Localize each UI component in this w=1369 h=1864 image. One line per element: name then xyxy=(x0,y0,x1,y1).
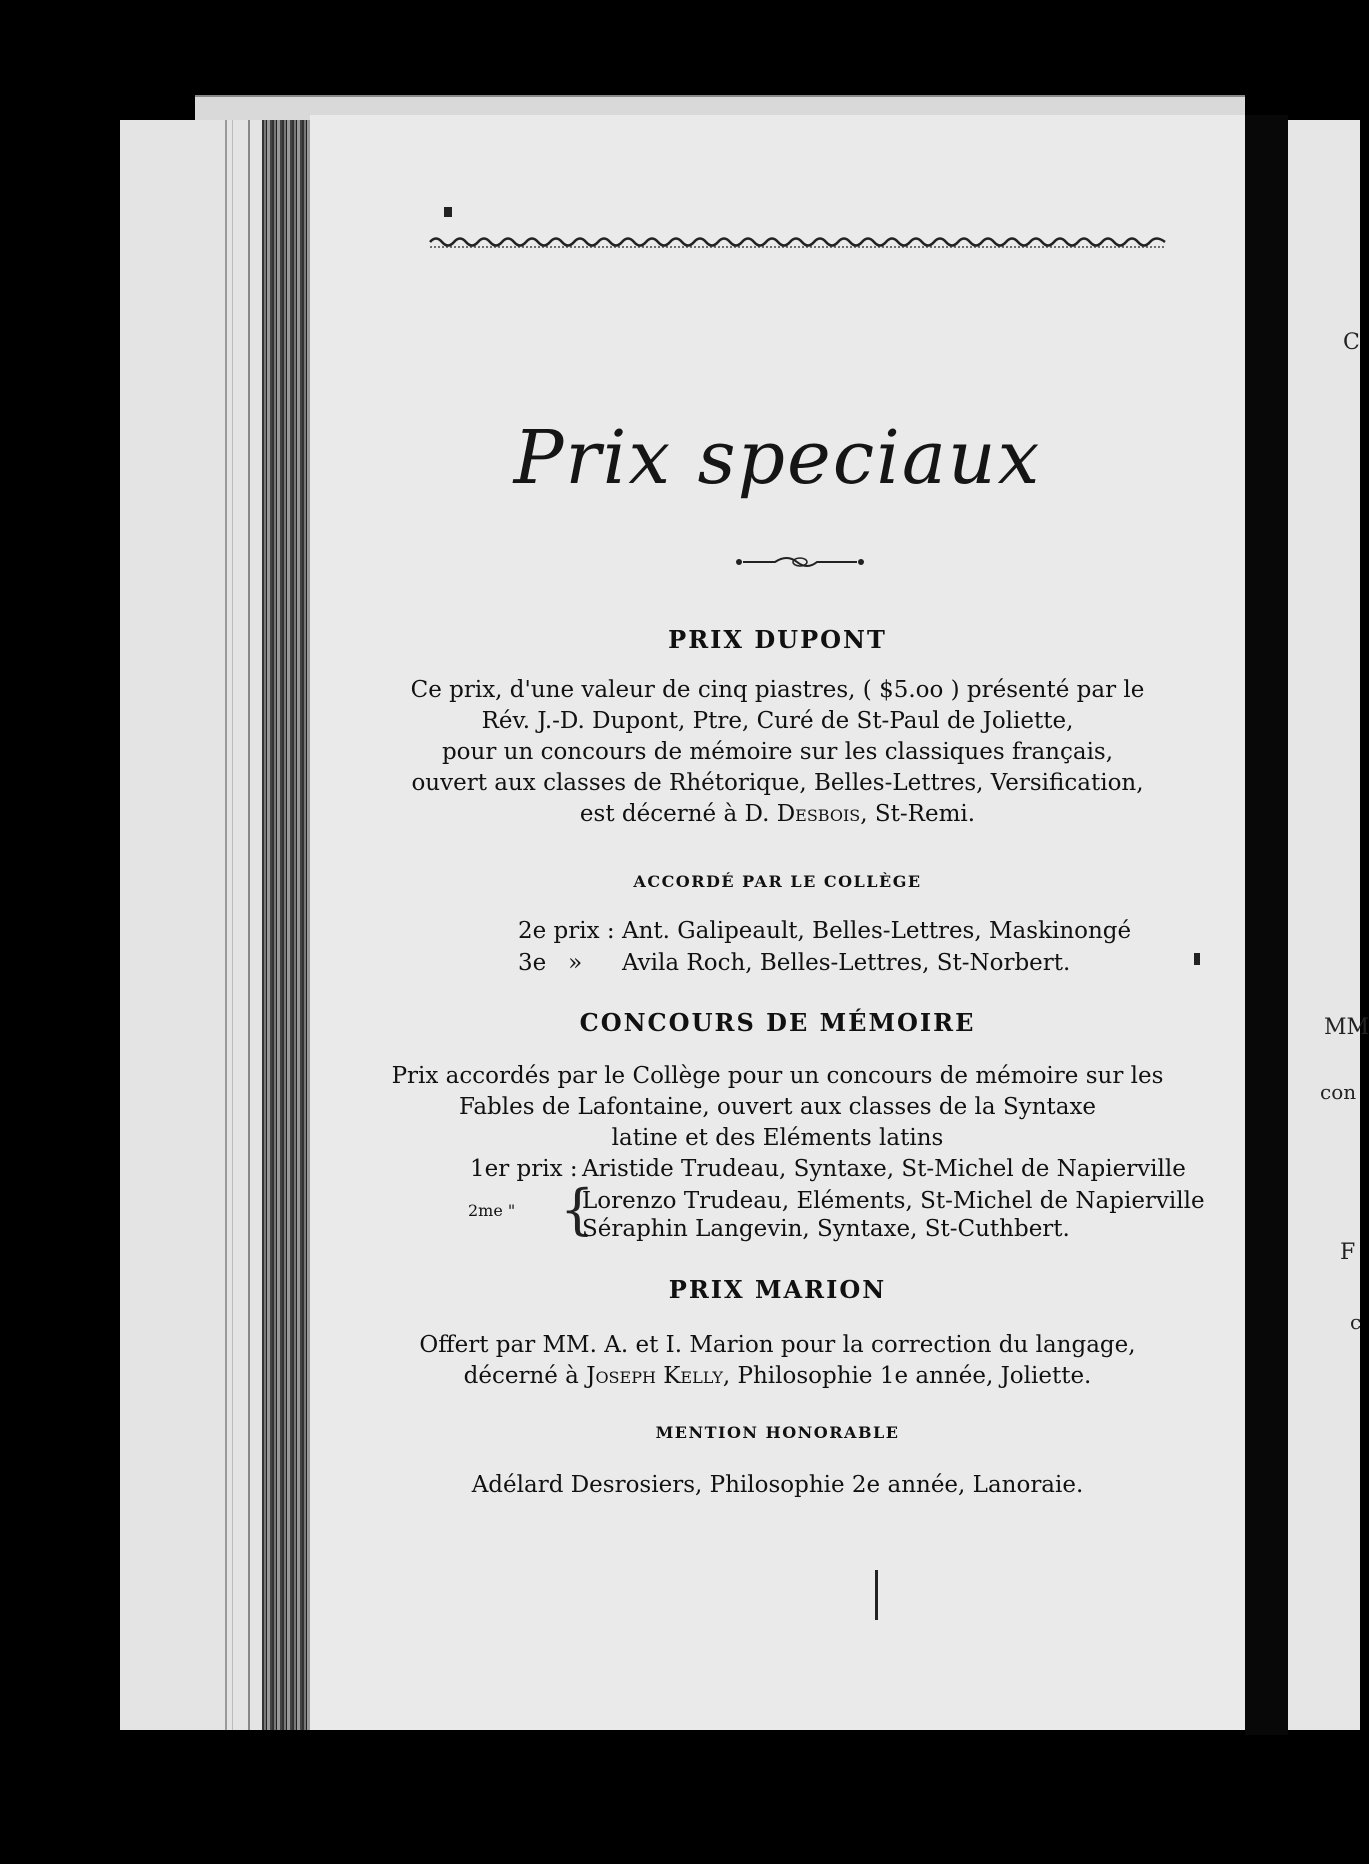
page-title: Prix speciaux xyxy=(513,415,1042,501)
facing-fragment: F xyxy=(1340,1240,1356,1265)
winner-name: Joseph Kelly xyxy=(586,1363,723,1389)
paragraph-line: pour un concours de mémoire sur les classiques français, xyxy=(441,739,1114,765)
facing-fragment: con xyxy=(1320,1080,1357,1104)
line-text: , St-Remi. xyxy=(860,801,976,827)
prize-entry: Lorenzo Trudeau, Eléments, St-Michel de Napierville xyxy=(582,1188,1205,1214)
rank-label: 3e » xyxy=(518,950,583,976)
paragraph-line: Fables de Lafontaine, ouvert aux classes de la Syntaxe xyxy=(458,1094,1097,1120)
prize-entry: Séraphin Langevin, Syntaxe, St-Cuthbert. xyxy=(582,1216,1070,1242)
subheading-accorde: ACCORDÉ PAR LE COLLÈGE xyxy=(633,872,922,891)
scan-mark xyxy=(875,1570,878,1620)
facing-fragment: c xyxy=(1350,1310,1362,1334)
mention-line: Adélard Desrosiers, Philosophie 2e année, Lanoraie. xyxy=(471,1472,1084,1498)
paragraph-line: Prix accordés par le Collège pour un concours de mémoire sur les xyxy=(391,1063,1164,1089)
heading-prix-marion: PRIX MARION xyxy=(668,1275,887,1304)
line-text: décerné à xyxy=(463,1363,587,1389)
facing-fragment: C xyxy=(1343,330,1360,355)
paragraph-line: ouvert aux classes de Rhétorique, Belles-Lettres, Versification, xyxy=(411,770,1144,796)
rank-label: 2me " xyxy=(468,1201,516,1220)
paragraph-line: latine et des Eléments latins xyxy=(611,1125,944,1151)
gutter xyxy=(1245,115,1288,1735)
prize-entry: Avila Roch, Belles-Lettres, St-Norbert. xyxy=(622,950,1071,976)
paragraph-line: Rév. J.-D. Dupont, Ptre, Curé de St-Paul de Joliette, xyxy=(481,708,1074,734)
paragraph-line: Ce prix, d'une valeur de cinq piastres, ( $5.oo ) présenté par le xyxy=(410,677,1145,703)
heading-prix-dupont: PRIX DUPONT xyxy=(668,625,887,654)
rank-label: 2e prix : xyxy=(518,918,615,944)
scan-mark xyxy=(1194,953,1200,965)
title-ornament xyxy=(735,552,865,572)
brace: { xyxy=(560,1178,595,1241)
line-text: , Philosophie 1e année, Joliette. xyxy=(722,1363,1092,1389)
line-text: est décerné à D. xyxy=(579,801,777,827)
paragraph-line: Offert par MM. A. et I. Marion pour la correction du langage, xyxy=(419,1332,1136,1358)
paragraph-line xyxy=(310,799,1245,830)
facing-page xyxy=(1288,120,1369,1730)
marion-paragraph xyxy=(310,1330,1245,1392)
memoire-paragraph xyxy=(310,1061,1245,1154)
book-spine xyxy=(262,120,310,1730)
winner-name: Desbois xyxy=(776,801,861,827)
rank-label: 1er prix : xyxy=(470,1156,578,1182)
scan-mark xyxy=(444,207,452,217)
prize-entry: Ant. Galipeault, Belles-Lettres, Maskinongé xyxy=(622,918,1132,944)
dupont-paragraph xyxy=(310,675,1245,830)
prize-entry: Aristide Trudeau, Syntaxe, St-Michel de Napierville xyxy=(582,1156,1186,1182)
subheading-mention: MENTION HONORABLE xyxy=(655,1423,900,1442)
ornamental-border xyxy=(430,235,1165,249)
paragraph-line xyxy=(310,1361,1245,1392)
heading-concours-memoire: CONCOURS DE MÉMOIRE xyxy=(579,1008,976,1037)
facing-fragment: MM xyxy=(1324,1015,1369,1040)
document-page xyxy=(310,115,1245,1730)
